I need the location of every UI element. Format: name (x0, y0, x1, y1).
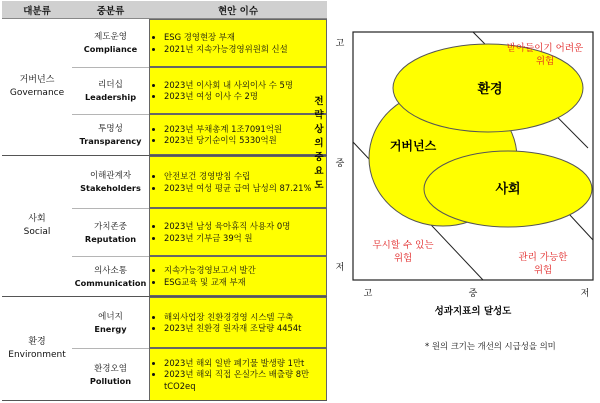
y-axis-label (308, 92, 330, 204)
issue-item: • 2023년 부채총계 1조7091억원 (164, 124, 323, 135)
issue-item: • 2023년 기부금 39억 원 (164, 233, 323, 244)
category-en: Energy (94, 323, 127, 334)
group-name-ko: 거버넌스 (19, 75, 55, 85)
issue-item: • 2023년 해외 직접 온실가스 배출량 8만tCO2eq (164, 369, 323, 392)
issues-stakeholders (149, 156, 327, 208)
issue-table (2, 1, 327, 401)
category-en: Compliance (83, 44, 138, 54)
issues-compliance (149, 19, 327, 67)
issue-item: • 2023년 여성 평균 급여 남성의 87.21% (164, 183, 323, 194)
category-en: Transparency (79, 136, 142, 146)
issue-item: • ESG교육 및 교재 부재 (164, 277, 323, 288)
issues-pollution (149, 348, 327, 401)
category-transparency (72, 114, 149, 155)
issue-item: • 2023년 해외 일반 폐기물 발생량 1만t (164, 358, 323, 369)
category-ko: 투명성 (98, 124, 123, 134)
category-en: Pollution (89, 376, 132, 386)
group-name-ko: 환경 (28, 337, 46, 347)
issues-leadership (149, 67, 327, 114)
issue-item: • 지속가능경영보고서 발간 (164, 265, 323, 276)
zone-label-hard-to-accept: 받아들이기 어려운 위험 (506, 43, 584, 67)
header-minor: 중분류 (72, 1, 149, 19)
category-reputation (72, 208, 149, 256)
issues-communication (149, 256, 327, 296)
issue-item: • ESG 경영현장 부재 (164, 32, 323, 43)
x-axis-label: 성과지표의 달성도 (434, 306, 512, 317)
group-name-en: Environment (8, 350, 66, 360)
x-tick-mid: 중 (468, 289, 478, 299)
category-stakeholders (72, 156, 149, 208)
group-social (2, 156, 72, 296)
category-ko: 가치존중 (94, 221, 127, 232)
table-bottom-border (2, 400, 327, 401)
issues-reputation (149, 208, 327, 256)
category-pollution (72, 348, 149, 401)
category-en: Stakeholders (80, 183, 141, 193)
category-leadership (72, 67, 149, 114)
issue-item: • 2023년 친환경 원자재 조달량 4454t (164, 323, 323, 334)
issue-item: • 2023년 여성 이사 수 2명 (164, 91, 323, 102)
bubble-label-governance: 거버넌스 (389, 139, 437, 153)
risk-matrix (333, 30, 595, 330)
zone-label-ignorable: 무시할 수 있는 위험 (372, 240, 434, 264)
header-issues: 현안 이슈 (149, 1, 327, 19)
category-ko: 에너지 (98, 311, 123, 322)
category-ko: 리더십 (98, 80, 123, 90)
bubble-label-social: 사회 (495, 182, 521, 197)
issue-item: • 2023년 남성 육아휴직 사용자 0명 (164, 221, 323, 232)
category-ko: 제도운영 (94, 32, 127, 42)
issue-item: • 안전보건 경영방침 수립 (164, 171, 323, 182)
category-en: Reputation (84, 233, 137, 244)
category-ko: 환경오염 (94, 364, 127, 374)
category-en: Leadership (84, 92, 137, 102)
group-name-en: Social (23, 227, 51, 237)
y-tick-low: 저 (335, 263, 345, 273)
category-ko: 이해관계자 (89, 171, 132, 181)
category-compliance (72, 19, 149, 67)
group-name-en: Governance (9, 88, 65, 98)
header-major: 대분류 (2, 1, 72, 19)
svg-text:전략상의중요도: 전 략 상 의 중 요 도 (314, 96, 324, 191)
issue-item: • 해외사업장 친환경경영 시스템 구축 (164, 312, 323, 323)
bubble-label-environment: 환경 (477, 82, 503, 97)
zone-label-manageable: 관리 가능한 위험 (518, 252, 568, 276)
group-name-ko: 사회 (28, 214, 46, 224)
category-energy (72, 297, 149, 348)
x-tick-high: 고 (363, 289, 373, 299)
group-governance (2, 19, 72, 155)
category-communication (72, 256, 149, 296)
y-tick-high: 고 (335, 39, 345, 49)
y-tick-mid: 중 (335, 159, 345, 169)
bubble-size-note: * 원의 크기는 개선의 시급성을 의미 (425, 341, 556, 351)
x-tick-low: 저 (580, 289, 590, 299)
category-ko: 의사소통 (94, 265, 127, 276)
group-environment (2, 297, 72, 401)
issues-energy (149, 297, 327, 348)
issue-item: • 2023년 당기순이익 5330억원 (164, 135, 323, 146)
issue-item: • 2021년 지속가능경영위원회 신설 (164, 44, 323, 55)
category-en: Communication (74, 277, 147, 288)
issues-transparency (149, 114, 327, 155)
issue-item: • 2023년 이사회 내 사외이사 수 5명 (164, 80, 323, 91)
